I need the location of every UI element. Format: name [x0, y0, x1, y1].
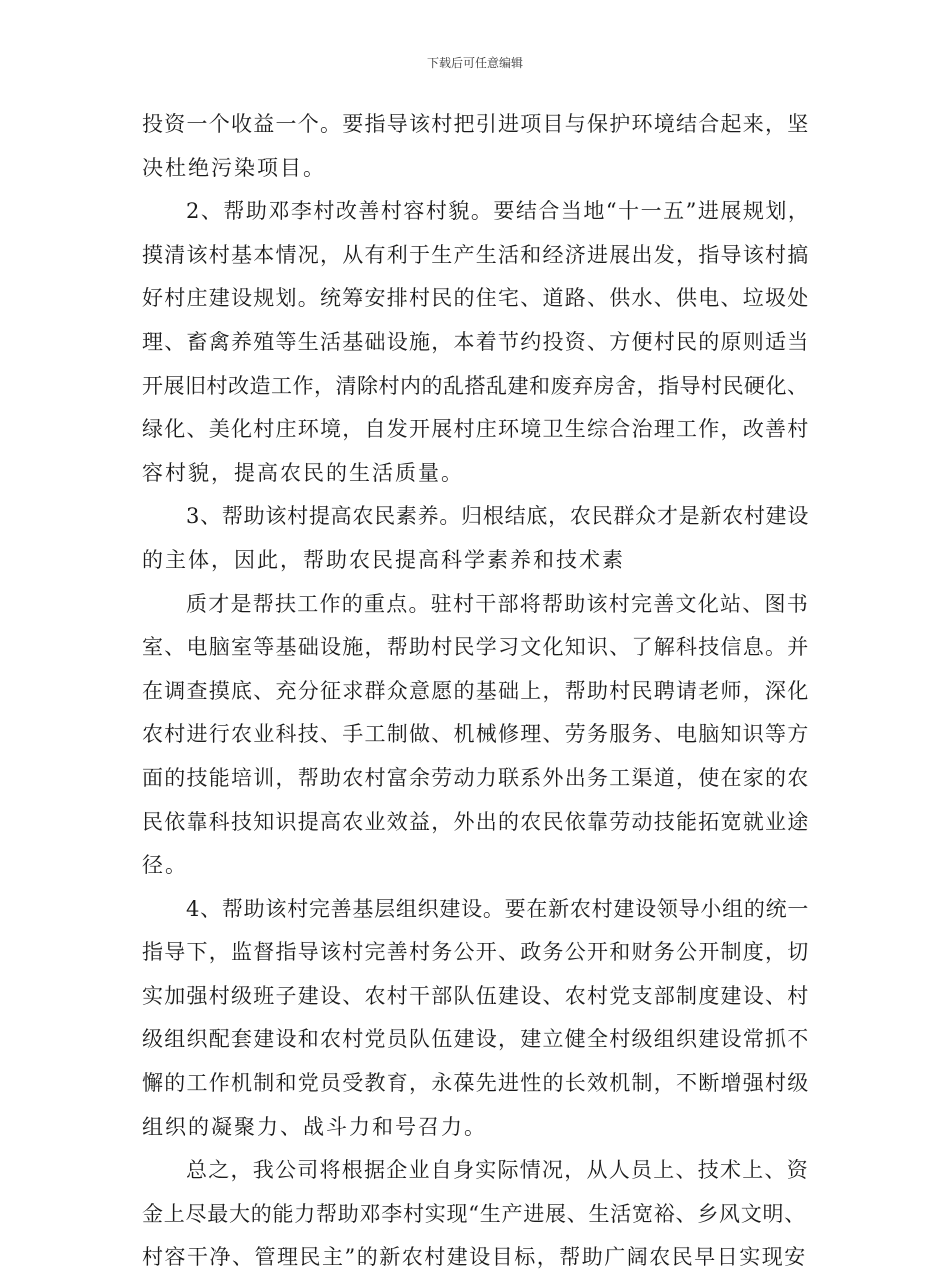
text-line: 投资一个收益一个。要指导该村把引进项目与保护环境结合起来，坚 — [142, 112, 810, 136]
page-header-note: 下载后可任意编辑 — [426, 56, 523, 70]
text-line: 金上尽最大的能力帮助邓李村实现“生产进展、生活宽裕、乡风文明、 — [142, 1201, 806, 1226]
text-line: 指导下，监督指导该村完善村务公开、政务公开和财务公开制度，切 — [142, 940, 810, 965]
text-line: 绿化、美化村庄环境，自发开展村庄环境卫生综合治理工作，改善村 — [142, 417, 810, 442]
text-line: 农村进行农业科技、手工制做、机械修理、劳务服务、电脑知识等方 — [142, 722, 810, 747]
text-line: 总之，我公司将根据企业自身实际情况，从人员上、技术上、资 — [186, 1158, 809, 1183]
text-line: 好村庄建设规划。统筹安排村民的住宅、道路、供水、供电、垃圾处 — [142, 286, 810, 311]
text-line: 级组织配套建设和农村党员队伍建设，建立健全村级组织建设常抓不 — [142, 1027, 810, 1052]
text-line: 摸清该村基本情况，从有利于生产生活和经济进展出发，指导该村搞 — [142, 242, 810, 267]
text-line: 2、帮助邓李村改善村容村貌。要结合当地“十一五”进展规划， — [186, 199, 811, 224]
text-line: 懈的工作机制和党员受教育，永葆先进性的长效机制，不断增强村级 — [142, 1071, 810, 1096]
text-line: 在调查摸底、充分征求群众意愿的基础上，帮助村民聘请老师，深化 — [142, 678, 810, 703]
text-line: 室、电脑室等基础设施，帮助村民学习文化知识、了解科技信息。并 — [142, 635, 810, 660]
text-line: 质才是帮扶工作的重点。驻村干部将帮助该村完善文化站、图书 — [186, 591, 809, 616]
text-line: 4、帮助该村完善基层组织建设。要在新农村建设领导小组的统一 — [186, 896, 810, 921]
text-line: 村容干净、管理民主”的新农村建设目标，帮助广阔农民早日实现安 — [142, 1245, 807, 1270]
text-line: 组织的凝聚力、战斗力和号召力。 — [142, 1114, 487, 1139]
text-line: 的主体，因此，帮助农民提高科学素养和技术素 — [142, 547, 625, 572]
text-line: 民依靠科技知识提高农业效益，外出的农民依靠劳动技能拓宽就业途 — [142, 809, 810, 834]
document-body — [142, 103, 810, 1280]
text-line: 3、帮助该村提高农民素养。归根结底，农民群众才是新农村建设 — [186, 504, 810, 529]
text-line: 实加强村级班子建设、农村干部队伍建设、农村党支部制度建设、村 — [142, 983, 810, 1008]
text-line: 径。 — [142, 853, 188, 878]
text-line: 容村貌，提高农民的生活质量。 — [142, 460, 464, 485]
text-line: 开展旧村改造工作，清除村内的乱搭乱建和废弃房舍，指导村民硬化、 — [142, 373, 809, 398]
text-line: 理、畜禽养殖等生活基础设施，本着节约投资、方便村民的原则适当 — [142, 329, 810, 354]
text-line: 决杜绝污染项目。 — [142, 155, 326, 180]
text-line: 面的技能培训，帮助农村富余劳动力联系外出务工渠道，使在家的农 — [142, 765, 810, 790]
